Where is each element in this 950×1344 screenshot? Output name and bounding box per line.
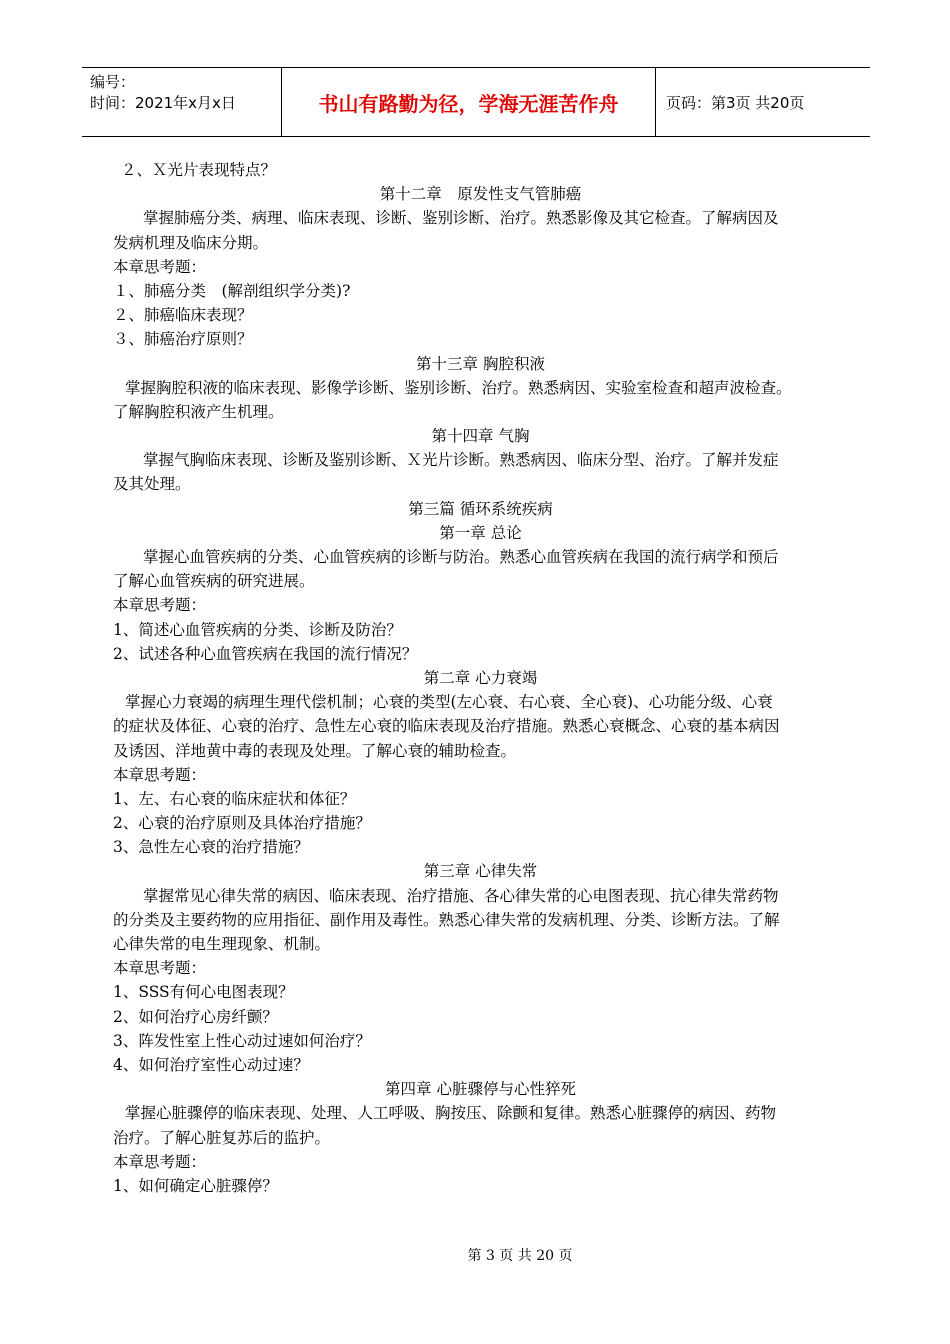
- text-line: 治疗。了解心脏复苏后的监护。: [113, 1128, 331, 1147]
- text-line: 及其处理。: [113, 475, 191, 494]
- chapter-heading: 第三章 心律失常: [423, 862, 538, 881]
- text-line: 3、急性左心衰的治疗措施？: [113, 838, 309, 857]
- text-line: １、肺癌分类 (解剖组织学分类)?: [113, 281, 351, 300]
- page-header: [82, 67, 870, 137]
- chapter-heading: 第二章 心力衰竭: [423, 668, 538, 687]
- text-line: 1、SSS有何心电图表现？: [113, 983, 294, 1002]
- text-line: 的分类及主要药物的应用指征、副作用及毒性。熟悉心律失常的发病机理、分类、诊断方法。了解: [113, 910, 780, 929]
- chapter-heading: 第十三章 胸腔积液: [416, 354, 545, 373]
- text-line: 了解胸腔积液产生机理。: [113, 402, 284, 421]
- chapter-heading: 第三篇 循环系统疾病: [408, 499, 553, 518]
- text-line: ２、Ｘ光片表现特点？: [121, 161, 277, 179]
- text-line: ３、肺癌治疗原则？: [113, 330, 253, 349]
- header-info-cell: [82, 68, 282, 136]
- document-body: [113, 158, 848, 1198]
- text-line: 掌握气胸临床表现、诊断及鉴别诊断、Ｘ光片诊断。熟悉病因、临床分型、治疗。了解并发症: [143, 451, 779, 470]
- header-page-label: 页码：第3页 共20页: [666, 93, 805, 112]
- header-motto: 书山有路勤为径，学海无涯苦作舟: [282, 68, 656, 136]
- text-line: 掌握常见心律失常的病因、临床表现、治疗措施、各心律失常的心电图表现、抗心律失常药物: [143, 886, 779, 905]
- text-line: 4、如何治疗室性心动过速？: [113, 1055, 309, 1074]
- text-line: 掌握心血管疾病的分类、心血管疾病的诊断与防治。熟悉心血管疾病在我国的流行病学和预后: [143, 548, 779, 566]
- text-line: 掌握胸腔积液的临床表现、影像学诊断、鉴别诊断、治疗。熟悉病因、实验室检查和超声波检查。: [125, 378, 792, 397]
- text-line: 1、简述心血管疾病的分类、诊断及防治？: [113, 620, 402, 639]
- text-line: 掌握心力衰竭的病理生理代偿机制；心衰的类型(左心衰、右心衰、全心衰)、心功能分级、心衰: [125, 693, 773, 712]
- text-line: 心律失常的电生理现象、机制。: [113, 935, 331, 953]
- chapter-heading: 第十四章 气胸: [431, 427, 530, 446]
- text-line: 掌握肺癌分类、病理、临床表现、诊断、鉴别诊断、治疗。熟悉影像及其它检查。了解病因及: [143, 209, 779, 228]
- text-line: 本章思考题：: [113, 959, 207, 978]
- text-line: 1、如何确定心脏骤停？: [113, 1176, 278, 1195]
- page-footer: 第 3 页 共 20 页: [467, 1248, 573, 1264]
- text-line: 3、阵发性室上性心动过速如何治疗？: [113, 1031, 371, 1050]
- text-line: 2、如何治疗心房纤颤？: [113, 1007, 278, 1026]
- text-line: 了解心血管疾病的研究进展。: [113, 572, 315, 591]
- text-line: 掌握心脏骤停的临床表现、处理、人工呼吸、胸按压、除颤和复律。熟悉心脏骤停的病因、药物: [125, 1104, 777, 1123]
- chapter-heading: 第四章 心脏骤停与心性猝死: [385, 1080, 576, 1099]
- text-line: 1、左、右心衰的临床症状和体征？: [113, 789, 356, 808]
- document-time-label: 时间：2021年x月x日: [90, 94, 236, 112]
- document-number-label: 编号：: [90, 73, 136, 91]
- chapter-heading: 第十二章 原发性支气管肺癌: [379, 185, 582, 204]
- text-line: 本章思考题：: [113, 596, 207, 615]
- text-line: 2、心衰的治疗原则及具体治疗措施？: [113, 814, 371, 833]
- text-line: 2、试述各种心血管疾病在我国的流行情况？: [113, 644, 418, 663]
- text-line: 本章思考题：: [113, 1152, 207, 1171]
- chapter-heading: 第一章 总论: [439, 523, 522, 542]
- text-line: 本章思考题：: [113, 257, 207, 276]
- text-line: 发病机理及临床分期。: [113, 233, 269, 252]
- text-line: 及诱因、洋地黄中毒的表现及处理。了解心衰的辅助检查。: [113, 741, 517, 760]
- text-line: 本章思考题：: [113, 765, 207, 784]
- text-line: 的症状及体征、心衰的治疗、急性左心衰的临床表现及治疗措施。熟悉心衰概念、心衰的基本病因: [113, 717, 780, 736]
- text-line: ２、肺癌临床表现？: [113, 306, 253, 325]
